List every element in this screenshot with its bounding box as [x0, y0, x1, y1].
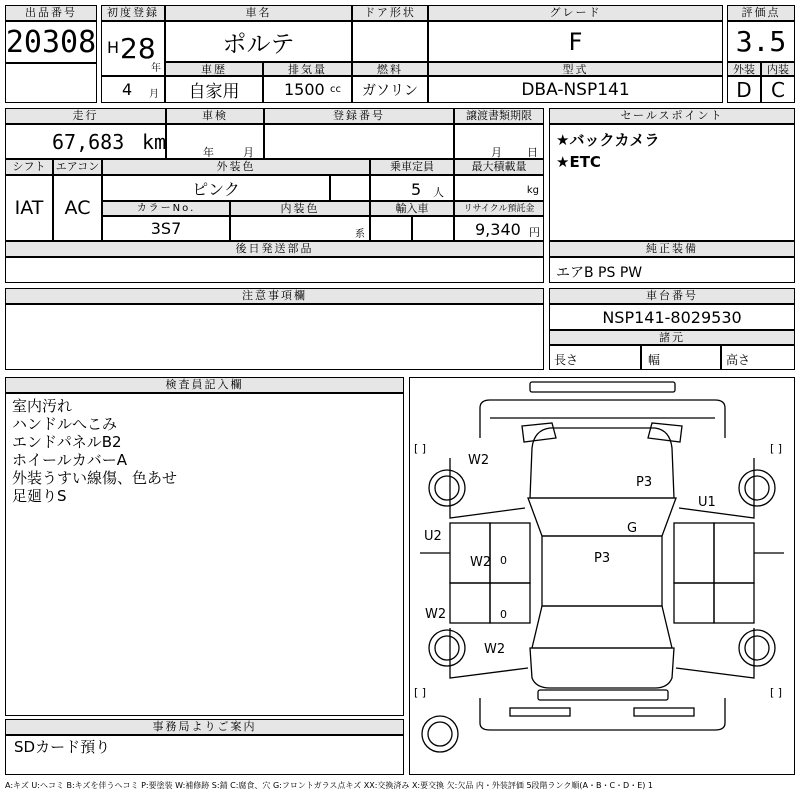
- person-unit: 人: [433, 186, 444, 199]
- inspector-note: エンドパネルB2: [12, 433, 122, 451]
- inspector-notes-body: [5, 393, 404, 716]
- reg-no-value: [264, 124, 454, 159]
- reg-no-header: 登録番号: [264, 108, 454, 124]
- sales-points-list: [549, 124, 795, 241]
- ext-color-value: ピンク: [102, 175, 330, 201]
- series-unit: 系: [355, 229, 365, 240]
- yen-unit: 円: [529, 226, 540, 239]
- recycle-header: リサイクル預託金: [454, 201, 544, 216]
- bracket-right-front: [ ]: [770, 442, 783, 455]
- capacity-header: 乗車定員: [370, 159, 454, 175]
- car-outline-svg: [410, 378, 794, 774]
- transfer-day-unit: 日: [527, 146, 538, 159]
- displacement-header: 排気量: [263, 62, 352, 76]
- ext-color-blank: [330, 175, 370, 201]
- lot-no-header: 出品番号: [5, 5, 97, 21]
- grade-value: F: [428, 21, 723, 62]
- capacity-cell: [370, 175, 454, 201]
- aircon-value: AC: [53, 175, 102, 241]
- grade-header: グレード: [428, 5, 723, 21]
- door-value: [352, 21, 428, 62]
- import-header: 輸入車: [370, 201, 454, 216]
- import-cell-b: [412, 216, 454, 241]
- recycle-cell: [454, 216, 544, 241]
- mark-0-left-rear: 0: [500, 608, 507, 621]
- cc-unit: cc: [330, 84, 341, 95]
- recycle-value: 9,340: [475, 220, 521, 239]
- model-code-value: DBA-NSP141: [428, 76, 723, 103]
- interior-grade-value: C: [761, 76, 795, 103]
- inspection-header: 車検: [166, 108, 264, 124]
- legend-footer: A:キズ U:ヘコミ B:キズを伴うヘコミ P:要塗装 W:補修跡 S:錆 C:腐食、穴 G:フロントガラス点キズ XX:交換済み X:要交換 欠:欠品 内・外装評価 5段階ランク順(A・B・C・D・E) 1: [5, 781, 654, 790]
- sales-points-header: セールスポイント: [549, 108, 795, 124]
- mark-p3-hood: P3: [636, 475, 653, 490]
- first-reg-month-cell: [101, 76, 165, 103]
- inspector-notes-header: 検査員記入欄: [5, 377, 404, 393]
- mark-g-windshield: G: [627, 521, 638, 536]
- dimensions-header: 諸元: [549, 330, 795, 345]
- aircon-header: エアコン: [53, 159, 102, 175]
- km-unit: km: [142, 130, 167, 154]
- max-load-header: 最大積載量: [454, 159, 544, 175]
- bracket-left-front: [ ]: [414, 442, 427, 455]
- transfer-month-unit: 月: [491, 146, 502, 159]
- width-cell: 幅: [641, 345, 721, 370]
- month-unit: 月: [149, 89, 159, 100]
- fuel-header: 燃料: [352, 62, 428, 76]
- history-value: 自家用: [165, 76, 263, 103]
- mark-u2-left: U2: [424, 529, 442, 544]
- reg-year: 28: [120, 32, 156, 65]
- inspection-cell: [166, 124, 264, 159]
- inspection-month-unit: 月: [243, 146, 254, 159]
- first-reg-header: 初度登録: [101, 5, 165, 21]
- mark-p3-roof: P3: [594, 551, 611, 566]
- sales-point-item: ★ETC: [556, 153, 601, 171]
- later-parts-header: 後日発送部品: [5, 241, 544, 257]
- fuel-value: ガソリン: [352, 76, 428, 103]
- office-note: SDカード預り: [14, 738, 111, 756]
- bracket-left-rear: [ ]: [414, 686, 427, 699]
- shift-header: シフト: [5, 159, 53, 175]
- mark-0-left-door: 0: [500, 554, 507, 567]
- year-unit: 年: [151, 63, 161, 74]
- transfer-deadline-cell: [454, 124, 544, 159]
- capacity-value: 5: [411, 180, 422, 199]
- score-header: 評価点: [727, 5, 795, 21]
- door-header: ドア形状: [352, 5, 428, 21]
- displacement-value: 1500: [284, 80, 325, 99]
- inspector-note: ハンドルへこみ: [12, 415, 118, 433]
- reg-month: 4: [122, 80, 133, 99]
- inspection-year-unit: 年: [203, 146, 214, 159]
- notes-header: 注意事項欄: [5, 288, 544, 304]
- damage-diagram: [409, 377, 795, 775]
- genuine-equipment-header: 純正装備: [549, 241, 795, 257]
- lot-no-value: 20308: [5, 21, 97, 63]
- car-name-value: ポルテ: [165, 21, 352, 62]
- int-color-cell: [230, 216, 370, 241]
- inspector-note: 外装うすい線傷、色あせ: [12, 469, 178, 487]
- mark-w2-left-fender: W2: [425, 607, 447, 622]
- genuine-equipment-value: エアB PS PW: [549, 257, 795, 283]
- chassis-no-value: NSP141-8029530: [549, 304, 795, 330]
- lot-no-blank: [5, 63, 97, 103]
- score-value: 3.5: [727, 21, 795, 62]
- mileage-value: 67,683: [52, 130, 125, 154]
- car-name-header: 車名: [165, 5, 352, 21]
- color-no-header: カラーNo.: [102, 201, 230, 216]
- color-no-value: 3S7: [102, 216, 230, 241]
- notes-body: [5, 304, 544, 370]
- displacement-cell: [263, 76, 352, 103]
- mark-w2-left-door: W2: [470, 555, 492, 570]
- sales-point-item: ★バックカメラ: [556, 131, 660, 149]
- first-reg-cell: [101, 21, 165, 76]
- inspector-note: 足廻りS: [12, 487, 67, 505]
- mark-w2-rear-left: W2: [484, 642, 506, 657]
- era: H: [107, 38, 120, 57]
- shift-value: IAT: [5, 175, 53, 241]
- bracket-right-rear: [ ]: [770, 686, 783, 699]
- max-load-cell: [454, 175, 544, 201]
- exterior-grade-header: 外装: [727, 62, 761, 76]
- mileage-header: 走行: [5, 108, 166, 124]
- mark-u1-right: U1: [698, 495, 716, 510]
- height-cell: 高さ: [721, 345, 795, 370]
- kg-unit: kg: [526, 185, 539, 196]
- history-header: 車歴: [165, 62, 263, 76]
- mileage-cell: [5, 124, 166, 159]
- office-notes-body: [5, 735, 404, 775]
- mark-w2-front-left: W2: [468, 453, 490, 468]
- exterior-grade-value: D: [727, 76, 761, 103]
- interior-grade-header: 内装: [761, 62, 795, 76]
- transfer-deadline-header: 譲渡書類期限: [454, 108, 544, 124]
- ext-color-header: 外装色: [102, 159, 370, 175]
- office-notes-header: 事務局よりご案内: [5, 719, 404, 735]
- inspector-note: ホイールカバーA: [12, 451, 127, 469]
- import-cell-a: [370, 216, 412, 241]
- length-cell: 長さ: [549, 345, 641, 370]
- model-code-header: 型式: [428, 62, 723, 76]
- inspector-note: 室内汚れ: [12, 397, 73, 415]
- int-color-header: 内装色: [230, 201, 370, 216]
- chassis-no-header: 車台番号: [549, 288, 795, 304]
- later-parts-value: [5, 257, 544, 283]
